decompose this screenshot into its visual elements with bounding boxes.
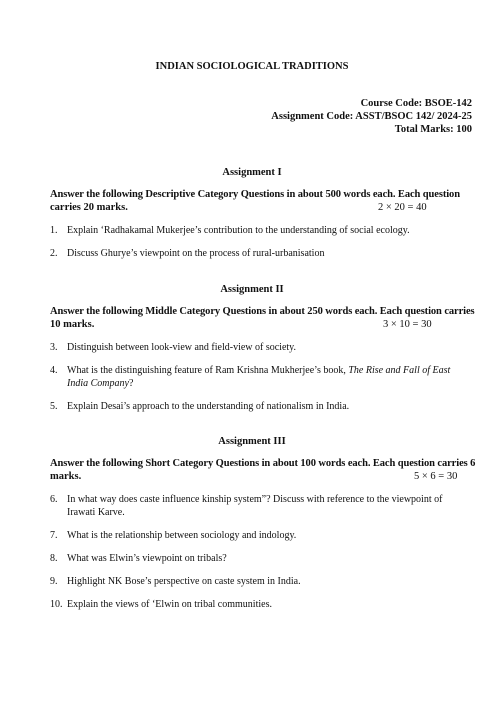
question-text: In what way does caste influence kinship system”? Discuss with reference to the viewpoint of [67,494,443,505]
instruction-line: carries 20 marks. [50,202,128,213]
question-text: What is the distinguishing feature of Ram Krishna Mukherjee’s book, [67,365,349,376]
question-item [50,553,227,564]
question-number: 1. [50,225,58,236]
question-number: 10. [50,599,63,610]
instruction-line: Answer the following Descriptive Category Questions in about 500 words each. Each question [50,189,460,200]
question-text: Discuss Ghurye’s viewpoint on the process of rural-urbanisation [67,248,325,259]
question-number: 9. [50,576,58,587]
question-item [50,576,301,587]
question-number: 2. [50,248,58,259]
question-text: What was Elwin’s viewpoint on tribals? [67,553,227,564]
question-item [50,225,410,236]
question-item [50,365,450,376]
question-text: What is the relationship between sociology and indology. [67,530,297,541]
question-item [50,342,296,353]
instruction-line: Answer the following Short Category Questions in about 100 words each. Each question carries 6 [50,458,476,469]
question-item [50,401,349,412]
assignment-heading: Assignment III [218,436,286,447]
instruction-line: marks. [50,471,82,482]
assignment-heading: Assignment I [222,167,282,178]
question-text: Explain ‘Radhakamal Mukerjee’s contribution to the understanding of social ecology. [67,225,410,236]
course-code: Course Code: BSOE-142 [360,98,472,109]
question-number: 3. [50,342,58,353]
book-title: India Company [67,378,129,389]
question-item [50,248,324,259]
question-number: 8. [50,553,58,564]
question-text: Explain Desai’s approach to the understanding of nationalism in India. [67,401,350,412]
question-item [50,599,272,610]
marks-formula: 2 × 20 = 40 [378,202,427,213]
instruction-line: 10 marks. [50,319,95,330]
instruction-line: Answer the following Middle Category Questions in about 250 words each. Each question carries [50,306,475,317]
question-text: Explain the views of ‘Elwin on tribal communities. [67,599,272,610]
total-marks: Total Marks: 100 [394,124,472,135]
question-item [50,494,442,505]
book-title: The Rise and Fall of East [348,365,451,376]
question-number: 4. [50,365,58,376]
marks-formula: 3 × 10 = 30 [383,319,432,330]
assignment-code: Assignment Code: ASST/BSOC 142/ 2024-25 [271,111,472,122]
question-text: Highlight NK Bose’s perspective on caste system in India. [67,576,301,587]
question-continuation [67,378,133,389]
assignment-heading: Assignment II [220,284,284,295]
question-item [50,530,296,541]
document-title: INDIAN SOCIOLOGICAL TRADITIONS [155,61,349,72]
question-text: ? [128,378,134,389]
marks-formula: 5 × 6 = 30 [414,471,458,482]
question-continuation: Irawati Karve. [67,507,125,518]
question-number: 7. [50,530,58,541]
question-number: 5. [50,401,58,412]
question-text: Distinguish between look-view and field-view of society. [67,342,297,353]
question-number: 6. [50,494,58,505]
